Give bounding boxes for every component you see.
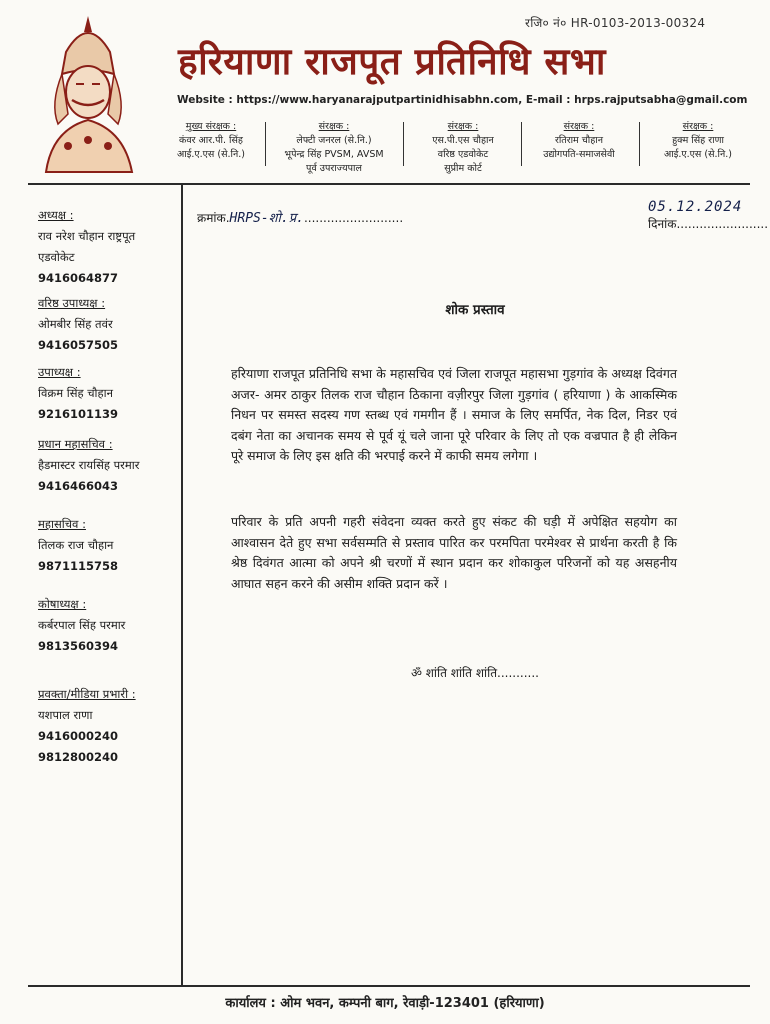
patron-divider — [521, 122, 522, 166]
patron-line: उद्योगपति-समाजसेवी — [543, 149, 615, 160]
patron-3 — [407, 120, 519, 176]
officer-designation: एडवोकेट — [38, 250, 75, 264]
paragraph-2: परिवार के प्रति अपनी गहरी संवेदना व्यक्त करते हुए संकट की घड़ी में अपेक्षित सहयोग का आश्वासन देते हुए सभा सर्वसम्मति से प्रस्ताव पारित कर परमपिता परमेश्वर से प्रार्थना करती है कि श्रेष्ठ दिवंगत आत्मा को अपने श्री चरणों में स्थान प्रदान कर शोकाकुल परिजनों को यह असहनीय आघात सहन करने की असीम शक्ति प्रदान करें । — [231, 514, 677, 591]
officer-name: हैडमास्टर रायसिंह परमार — [38, 458, 140, 472]
officer-name: तिलक राज चौहान — [38, 538, 114, 552]
closing-line: ॐ शांति शांति शांति........... — [411, 666, 539, 680]
patron-4 — [525, 120, 633, 162]
officer-title: महासचिव : — [38, 517, 86, 531]
contact-line: Website : https://www.haryanarajputpartinidhisabhn.com, E-mail : hrps.rajputsabha@gmail.com — [177, 94, 748, 106]
patron-line: आई.ए.एस (से.नि.) — [177, 149, 245, 160]
patron-2 — [267, 120, 401, 176]
patron-role: संरक्षक : — [318, 121, 350, 132]
officer-treasurer — [38, 594, 125, 657]
patron-role: संरक्षक : — [447, 121, 479, 132]
reference-number: HRPS-शो.प्र. — [229, 211, 304, 226]
officer-title: अध्यक्ष : — [38, 208, 74, 222]
officer-general-secretary — [38, 434, 139, 497]
patron-line: रतिराम चौहान — [554, 135, 604, 146]
officer-phone: 9416000240 — [38, 729, 119, 743]
patron-line: भूपेन्द्र सिंह PVSM, AVSM — [284, 149, 384, 160]
registration-number: रजि० नं० HR-0103-2013-00324 — [525, 16, 706, 30]
officer-phone: 9416057505 — [38, 338, 119, 352]
officer-phone: 9812800240 — [38, 750, 119, 764]
reference-line: क्रमांक.HRPS-शो.प्र........................... — [197, 211, 404, 226]
officer-title: कोषाध्यक्ष : — [38, 597, 87, 611]
officer-name: ओमबीर सिंह तवंर — [38, 317, 113, 331]
officer-name: राव नरेश चौहान राष्ट्रपूत — [38, 229, 136, 243]
patron-line: आई.ए.एस (से.नि.) — [664, 149, 732, 160]
patron-line: एस.पी.एस चौहान — [432, 135, 494, 146]
date-label: दिनांक — [648, 217, 677, 231]
officer-name: विक्रम सिंह चौहान — [38, 386, 113, 400]
patron-role: संरक्षक : — [682, 121, 714, 132]
organization-name: हरियाणा राजपूत प्रतिनिधि सभा — [178, 39, 606, 83]
officer-name: यशपाल राणा — [38, 708, 93, 722]
date-block: 05.12.2024 दिनांक........................ — [648, 199, 769, 231]
header-rule — [28, 183, 750, 185]
officer-phone: 9416466043 — [38, 479, 119, 493]
officer-secretary — [38, 514, 118, 577]
patron-line: पूर्व उपराज्यपाल — [306, 163, 362, 174]
patron-5 — [643, 120, 753, 162]
footer-rule — [28, 985, 750, 987]
paragraph-1: हरियाणा राजपूत प्रतिनिधि सभा के महासचिव एवं जिला राजपूत महासभा गुड़गांव के अध्यक्ष दिवंगत अजर- अमर ठाकुर तिलक राज चौहान ठिकाना वज़ीरपुर जिला गुड़गांव ( हरियाणा ) के आकस्मिक निधन पर समस्त सदस्य गण स्तब्ध एवं गमगीन हैं । समाज के लिए समर्पित, नेक दिल, निडर एवं दबंग नेता का अचानक समय से पूर्व यूं चले जाना पूरे परिवार के लिए तो एक वज्रपात है ही लेकिन पूरे समाज के लिए इस क्षति की भरपाई करने में काफी समय लगेगा । — [231, 366, 677, 463]
patron-divider — [265, 122, 266, 166]
patron-role: मुख्य संरक्षक : — [185, 121, 237, 132]
patron-divider — [403, 122, 404, 166]
patron-line: लेफ्टी जनरल (से.नि.) — [296, 135, 372, 146]
officer-name: कर्बरपाल सिंह परमार — [38, 618, 126, 632]
officer-spokesperson — [38, 684, 136, 768]
office-address: कार्यालय : ओम भवन, कम्पनी बाग, रेवाड़ी-123401 (हरियाणा) — [225, 996, 545, 1011]
officer-phone: 9216101139 — [38, 407, 119, 421]
date-value: 05.12.2024 — [648, 199, 743, 215]
officer-title: प्रधान महासचिव : — [38, 437, 113, 451]
patron-divider — [639, 122, 640, 166]
reference-label: क्रमांक — [197, 211, 226, 225]
officer-phone: 9871115758 — [38, 559, 119, 573]
patron-1 — [157, 120, 265, 162]
officer-title: प्रवक्ता/मीडिया प्रभारी : — [38, 687, 136, 701]
patron-line: हुक्म सिंह राणा — [672, 135, 724, 146]
officer-phone: 9416064877 — [38, 271, 119, 285]
officer-phone: 9813560394 — [38, 639, 119, 653]
letter-heading: शोक प्रस्ताव — [445, 302, 505, 318]
patron-role: संरक्षक : — [563, 121, 595, 132]
patron-line: वरिष्ठ एडवोकेट — [437, 149, 489, 160]
patrons-row — [157, 120, 757, 178]
officer-title: वरिष्ठ उपाध्यक्ष : — [38, 296, 106, 310]
officer-senior-vice-president — [38, 293, 118, 356]
officer-vice-president — [38, 362, 118, 425]
officer-title: उपाध्यक्ष : — [38, 365, 81, 379]
warrior-portrait-logo — [28, 14, 150, 174]
patron-line: सुप्रीम कोर्ट — [444, 163, 482, 174]
officer-president — [38, 205, 135, 289]
patron-line: कंवर आर.पी. सिंह — [179, 135, 243, 146]
